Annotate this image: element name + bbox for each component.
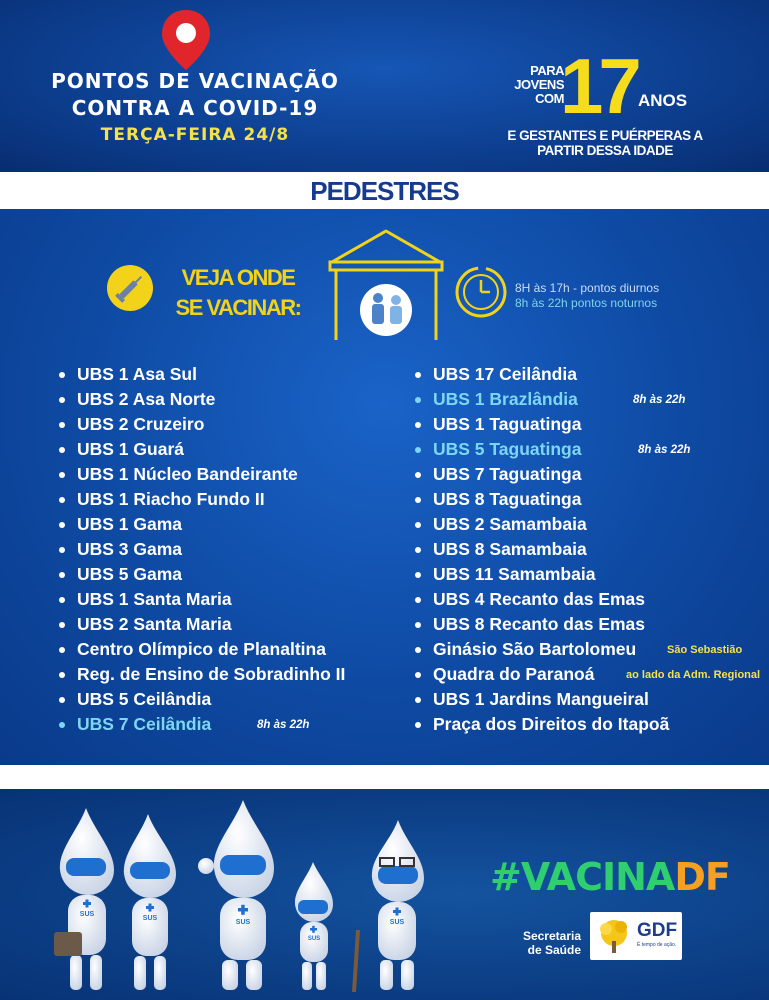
location-name: UBS 1 Guará — [77, 439, 184, 459]
location-item — [413, 712, 669, 737]
right-location-list — [413, 362, 761, 737]
sus-label: SUS — [142, 915, 158, 922]
title-line-1: PONTOS DE VACINAÇÃO — [51, 69, 339, 93]
syringe-icon — [106, 264, 154, 312]
gdf-tree-icon — [594, 917, 634, 955]
location-name: UBS 17 Ceilândia — [433, 364, 577, 384]
location-item — [57, 437, 345, 462]
location-item — [413, 687, 669, 712]
location-name: UBS 1 Jardins Mangueiral — [433, 689, 649, 709]
gdf-slogan: É tempo de ação. — [637, 942, 677, 948]
hours-info — [515, 281, 659, 311]
location-item — [413, 462, 669, 487]
pedestres-band — [0, 172, 769, 209]
location-item — [413, 587, 669, 612]
location-name: Centro Olímpico de Planaltina — [77, 639, 326, 659]
location-name: UBS 3 Gama — [77, 539, 183, 559]
location-name: UBS 2 Santa Maria — [77, 614, 232, 634]
tent-icon — [326, 228, 446, 346]
white-band — [0, 765, 769, 789]
location-item — [57, 637, 345, 662]
location-name: UBS 1 Gama — [77, 514, 183, 534]
age-number: 17 — [560, 42, 637, 130]
location-item — [413, 512, 669, 537]
location-note: 8h às 22h — [633, 394, 686, 406]
location-item — [413, 487, 669, 512]
location-name: UBS 7 Taguatinga — [433, 464, 582, 484]
location-pin-icon — [158, 8, 214, 72]
location-item — [57, 662, 345, 687]
location-note: São Sebastião — [667, 644, 743, 656]
promo-extra: E GESTANTES E PUÉRPERAS A PARTIR DESSA IDADE — [507, 128, 703, 158]
sus-label: SUS — [307, 936, 321, 942]
location-item — [413, 362, 669, 387]
page-title — [20, 68, 370, 148]
location-item — [57, 687, 345, 712]
title-line-2: CONTRA A COVID-19 — [71, 96, 319, 120]
location-item — [413, 662, 761, 687]
location-name: UBS 8 Taguatinga — [433, 489, 582, 509]
location-item — [57, 487, 345, 512]
mascot-grandpa — [354, 820, 424, 992]
location-name: UBS 2 Asa Norte — [77, 389, 216, 409]
band-title: PEDESTRES — [310, 176, 459, 206]
location-item — [413, 412, 669, 437]
location-item — [57, 462, 345, 487]
gdf-text: GDF — [637, 920, 678, 941]
location-item — [57, 587, 345, 612]
location-name: UBS 2 Samambaia — [433, 514, 587, 534]
location-item — [57, 537, 345, 562]
location-note: 8h às 22h — [257, 719, 310, 731]
veja-onde-label: VEJA ONDE SE VACINAR: — [175, 265, 301, 320]
secretaria-saude-logo: Secretaria de Saúde — [522, 929, 581, 957]
location-item — [413, 387, 686, 412]
sus-label: SUS — [235, 919, 251, 926]
vacinadf-hashtag: #VACINADF — [490, 855, 730, 899]
age-promo — [490, 42, 730, 166]
location-name: UBS 1 Taguatinga — [433, 414, 582, 434]
location-item — [57, 712, 345, 737]
para-jovens-com: PARA JOVENS COM — [514, 63, 564, 106]
location-name: UBS 1 Riacho Fundo II — [77, 489, 265, 509]
location-name: UBS 4 Recanto das Emas — [433, 589, 646, 609]
sus-label: SUS — [79, 911, 95, 918]
location-item — [413, 437, 691, 462]
location-name: UBS 8 Samambaia — [433, 539, 587, 559]
location-name: Reg. de Ensino de Sobradinho II — [77, 664, 346, 684]
location-item — [57, 362, 345, 387]
location-name: UBS 5 Taguatinga — [433, 439, 582, 459]
mascot-family-illustration — [48, 800, 438, 995]
location-name: Praça dos Direitos do Itapoã — [433, 714, 670, 734]
hours-night: 8h às 22h pontos noturnos — [515, 296, 658, 310]
location-name: Ginásio São Bartolomeu — [433, 639, 637, 659]
clock-icon — [454, 265, 508, 319]
location-item — [57, 562, 345, 587]
sus-label: SUS — [389, 919, 405, 926]
mascot-man — [198, 800, 274, 990]
anos-label: ANOS — [638, 91, 688, 110]
left-location-list — [57, 362, 345, 737]
mascot-woman — [124, 814, 176, 990]
location-note: 8h às 22h — [638, 444, 691, 456]
location-name: Quadra do Paranoá — [433, 664, 595, 684]
location-name: UBS 11 Samambaia — [433, 564, 596, 584]
location-note: ao lado da Adm. Regional — [626, 669, 761, 681]
location-name: UBS 2 Cruzeiro — [77, 414, 205, 434]
location-item — [57, 387, 345, 412]
location-item — [57, 612, 345, 637]
location-item — [57, 412, 345, 437]
location-name: UBS 1 Núcleo Bandeirante — [77, 464, 298, 484]
location-item — [413, 637, 743, 662]
hours-day: 8H às 17h - pontos diurnos — [515, 281, 660, 295]
location-name: UBS 8 Recanto das Emas — [433, 614, 646, 634]
location-item — [413, 562, 669, 587]
location-name: UBS 5 Ceilândia — [77, 689, 212, 709]
location-item — [413, 537, 669, 562]
location-name: UBS 1 Brazlândia — [433, 389, 578, 409]
location-item — [57, 512, 345, 537]
gdf-logo — [590, 912, 682, 960]
mascot-grandma — [54, 808, 114, 990]
location-name: UBS 5 Gama — [77, 564, 183, 584]
date-label: TERÇA-FEIRA 24/8 — [100, 125, 290, 145]
location-name: UBS 7 Ceilândia — [77, 714, 212, 734]
location-name: UBS 1 Santa Maria — [77, 589, 232, 609]
location-item — [413, 612, 669, 637]
location-name: UBS 1 Asa Sul — [77, 364, 197, 384]
